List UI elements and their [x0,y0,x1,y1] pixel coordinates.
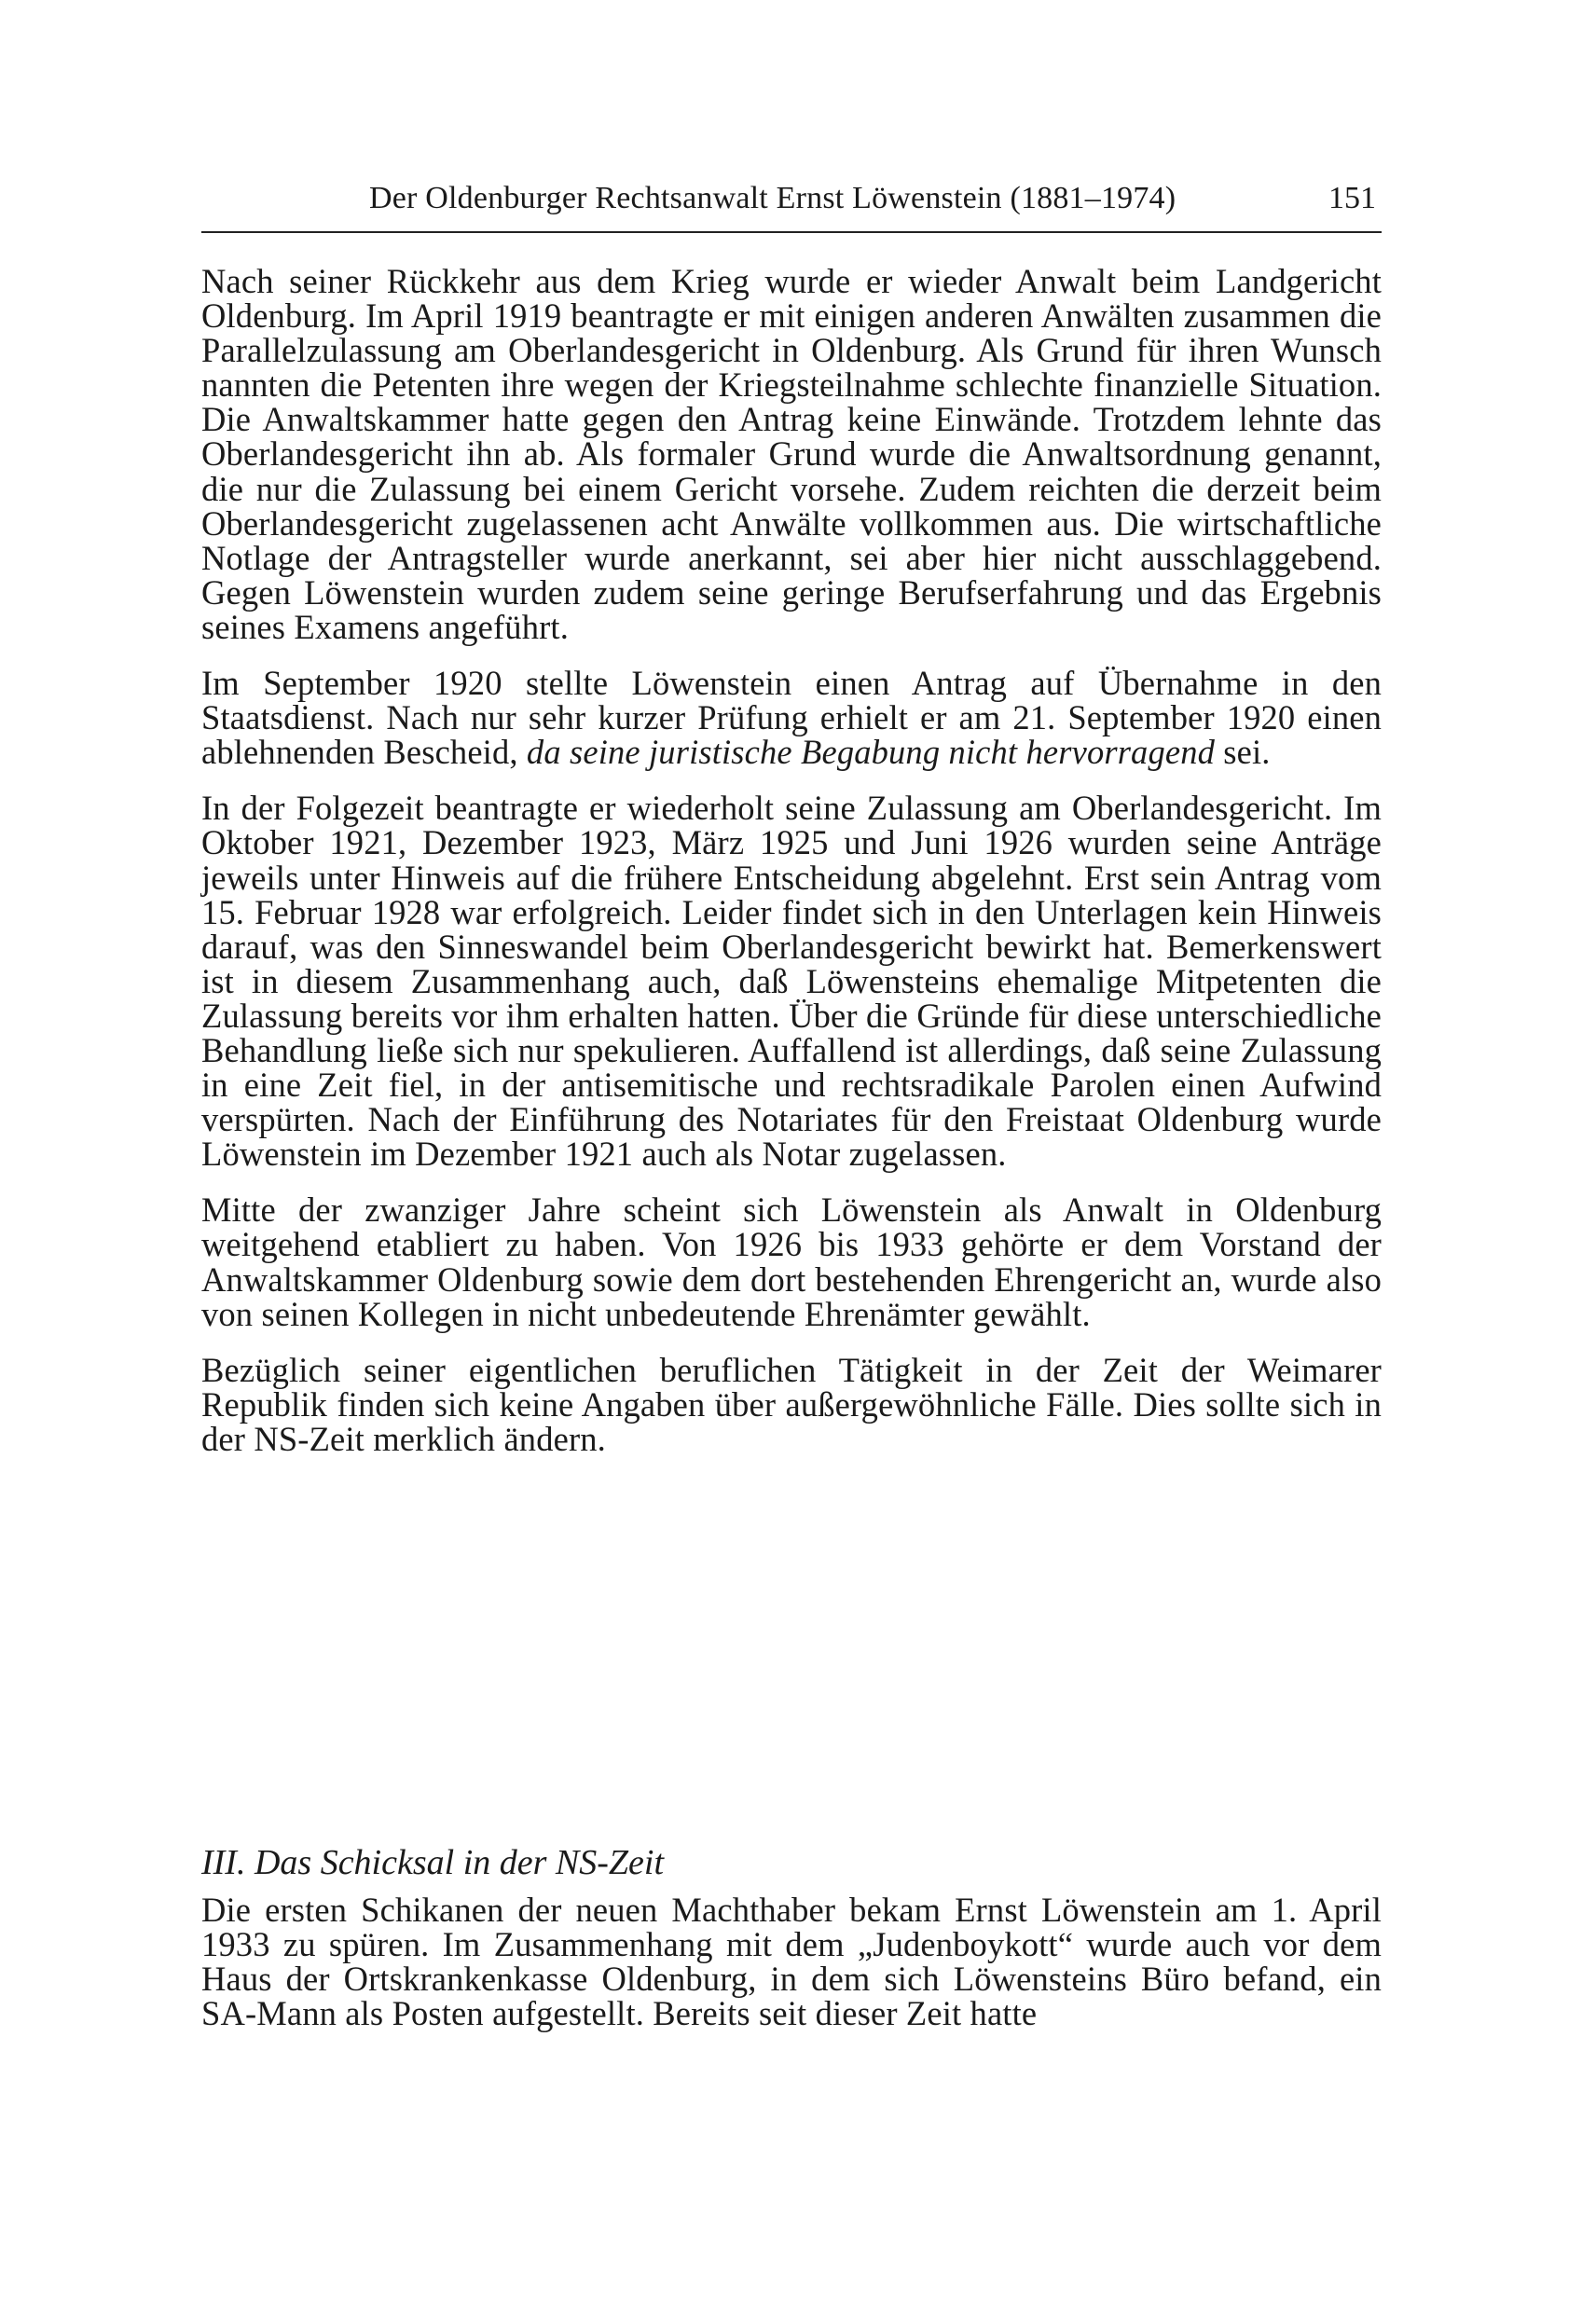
italic-quote: da seine juristische Begabung nicht hervorragend [526,733,1216,772]
paragraph-admission-attempts: In der Folgezeit beantragte er wiederholt seine Zulassung am Oberlandesgericht. Im Oktober 1921, Dezember 1923, März 1925 und Juni 1926 wurden seine Anträge jeweils unter Hinweis auf die frühere Entscheidung abgelehnt. Erst sein Antrag vom 15. Februar 1928 war erfolgreich. Leider findet sich in den Unterlagen kein Hinweis darauf, was den Sinneswandel beim Oberlandesgericht bewirkt hat. Bemerkenswert ist in diesem Zusammenhang auch, daß Löwensteins ehemalige Mitpetenten die Zulassung bereits vor ihm erhalten hatten. Über die Gründe für diese unterschiedliche Behandlung ließe sich nur spekulieren. Auffallend ist allerdings, daß seine Zulassung in eine Zeit fiel, in der antisemitische und rechtsradikale Parolen einen Aufwind verspürten. Nach der Einführung des Notariates für den Freistaat Oldenburg wurde Löwenstein im Dezember 1921 auch als Notar zugelassen. [201,789,1382,1174]
running-title: Der Oldenburger Rechtsanwalt Ernst Löwenstein (1881–1974) [369,181,1176,215]
paragraph-weimar-activity: Bezüglich seiner eigentlichen beruflichen Tätigkeit in der Zeit der Weimarer Republik finden sich keine Angaben über außergewöhnliche Fälle. Dies sollte sich in der NS-Zeit merklich ändern. [201,1350,1382,1458]
paragraph-civil-service-application [201,664,1382,772]
paragraph-text-end: sei. [1215,733,1271,772]
section-heading: III. Das Schicksal in der NS-Zeit [201,1843,665,1882]
page-number: 151 [1328,181,1376,215]
main-text [201,264,1382,1456]
paragraph-ns-era: Die ersten Schikanen der neuen Machthaber bekam Ernst Löwenstein am 1. April 1933 zu spüren. Im Zusammenhang mit dem „Judenboykott“ wurde auch vor dem Haus der Ortskrankenkasse Oldenburg, in dem sich Löwensteins Büro befand, ein SA-Mann als Posten aufgestellt. Bereits seit dieser Zeit hatte [201,1891,1382,2033]
section-text [201,1892,1382,2052]
paragraph-text: Im September 1920 stellte Löwenstein einen Antrag auf Übernahme in den Staatsdienst. Nach nur sehr kurzer Prüfung erhielt er am 21. September 1920 einen ablehnenden Bescheid, [201,664,1382,772]
paragraph-mid-twenties: Mitte der zwanziger Jahre scheint sich Löwenstein als Anwalt in Oldenburg weitgehend etabliert zu haben. Von 1926 bis 1933 gehörte er dem Vorstand der Anwaltskammer Oldenburg sowie dem dort bestehenden Ehrengericht an, wurde also von seinen Kollegen in nicht unbedeutende Ehrenämter gewählt. [201,1190,1382,1333]
running-header [201,177,1382,233]
paragraph-return-from-war: Nach seiner Rückkehr aus dem Krieg wurde er wieder Anwalt beim Landgericht Oldenburg. Im April 1919 beantragte er mit einigen anderen Anwälten zusammen die Parallelzulassung am Oberlandesgericht in Oldenburg. Als Grund für ihren Wunsch nannten die Petenten ihre wegen der Kriegsteilnahme schlechte finanzielle Situation. Die Anwaltskammer hatte gegen den Antrag keine Einwände. Trotzdem lehnte das Oberlandesgericht ihn ab. Als formaler Grund wurde die Anwaltsordnung genannt, die nur die Zulassung bei einem Gericht vorsehe. Zudem reichten die derzeit beim Oberlandesgericht zugelassenen acht Anwälte vollkommen aus. Die wirtschaftliche Notlage der Antragsteller wurde anerkannt, sei aber hier nicht ausschlaggebend. Gegen Löwenstein wurden zudem seine geringe Berufserfahrung und das Ergebnis seines Examens angeführt. [201,262,1382,646]
